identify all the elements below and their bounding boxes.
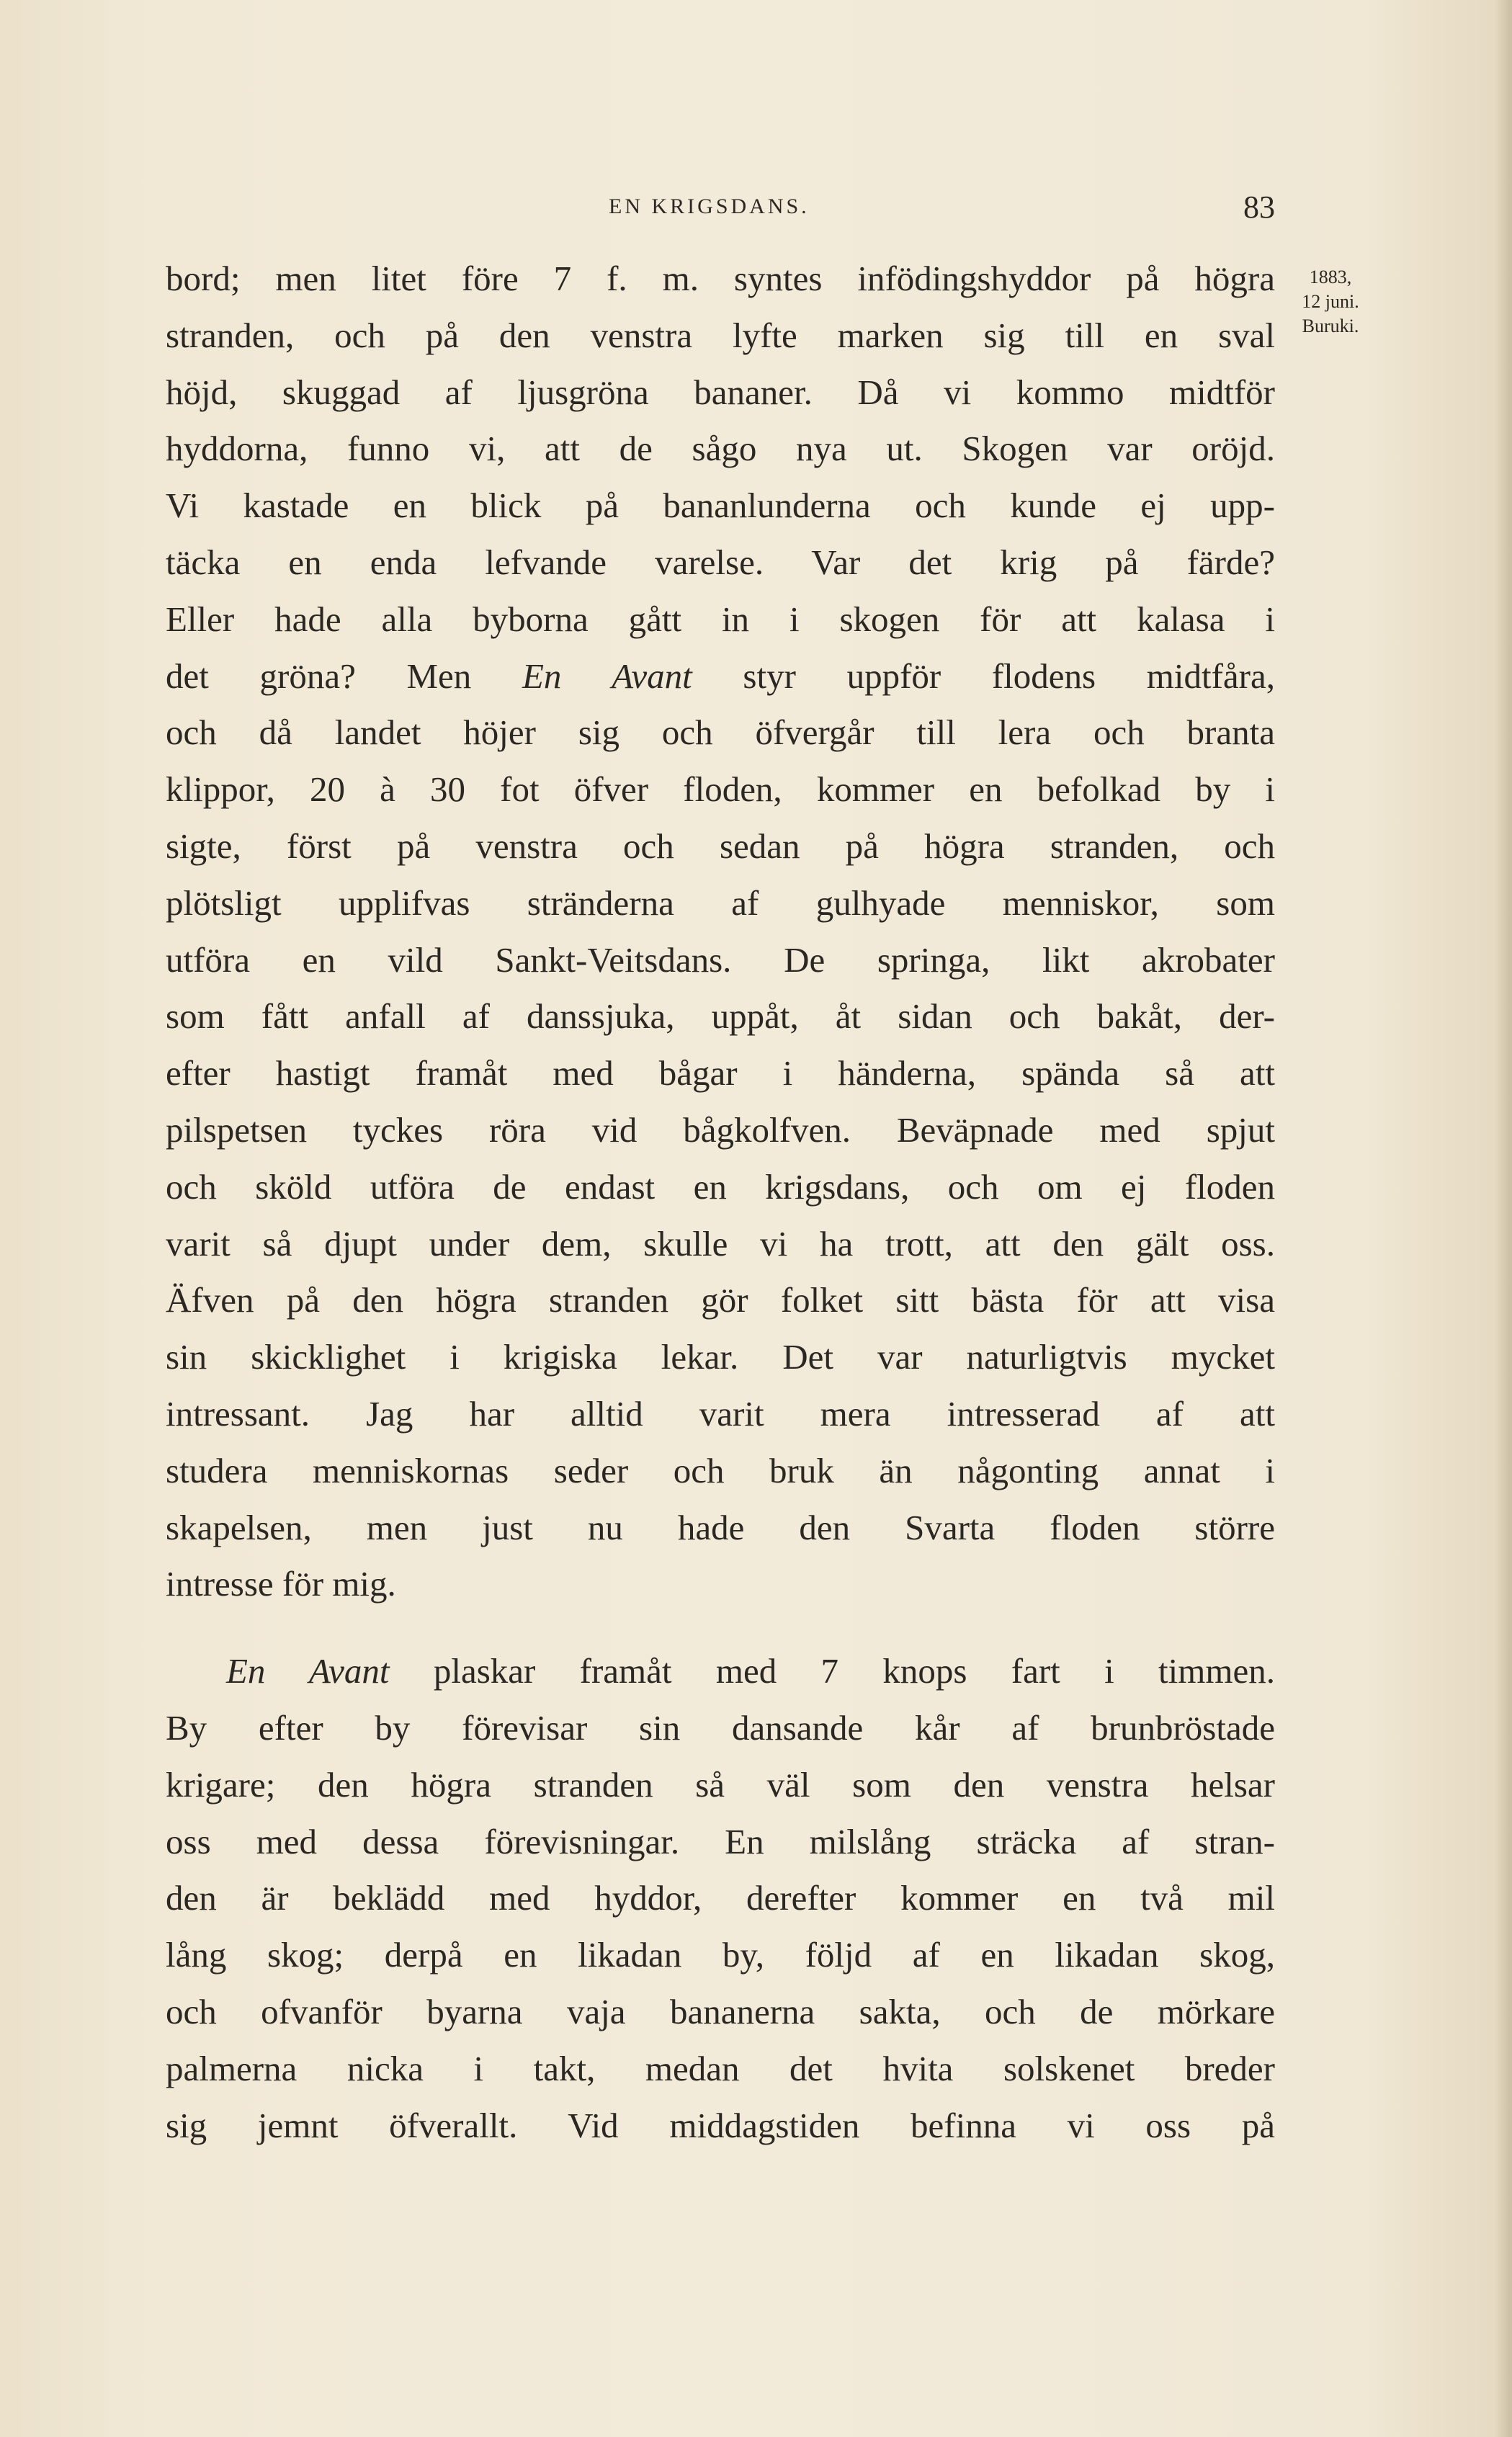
paragraph-2 — [166, 1643, 1275, 2154]
text-line: som fått anfall af danssjuka, uppåt, åt sidan och bakåt, der- — [166, 996, 1275, 1037]
body-text — [166, 251, 1275, 2154]
text-segment: styr uppför flodens midtfåra, — [743, 656, 1275, 696]
text-line: oss med dessa förevisningar. En milslång sträcka af stran- — [166, 1821, 1275, 1861]
text-line: och då landet höjer sig och öfvergår till lera och branta — [166, 712, 1275, 753]
text-line — [166, 1643, 1275, 1700]
text-line: efter hastigt framåt med bågar i händerna, spända så att — [166, 1053, 1275, 1094]
text-line: By efter by förevisar sin dansande kår af brunbröstade — [166, 1707, 1275, 1748]
text-segment: det gröna? Men — [166, 656, 472, 696]
text-line: utföra en vild Sankt-Veitsdans. De springa, likt akrobater — [166, 939, 1275, 980]
text-line: och ofvanför byarna vaja bananerna sakta, och de mörkare — [166, 1991, 1275, 2031]
page-number: 83 — [1243, 189, 1275, 225]
text-line: klippor, 20 à 30 fot öfver floden, kommer en befolkad by i — [166, 769, 1275, 810]
text-line: sig jemnt öfverallt. Vid middagstiden befinna vi oss på — [166, 2105, 1275, 2145]
text-line: bord; men litet före 7 f. m. syntes infödingshyddor på högra — [166, 259, 1275, 298]
text-line: sigte, först på venstra och sedan på högra stranden, och — [166, 826, 1275, 866]
text-line: hyddorna, funno vi, att de sågo nya ut. Skogen var oröjd. — [166, 429, 1275, 469]
text-line: den är beklädd med hyddor, derefter kommer en två mil — [166, 1878, 1275, 1918]
margin-note-date: 12 juni. — [1302, 291, 1359, 312]
text-line: palmerna nicka i takt, medan det hvita solskenet breder — [166, 2048, 1275, 2088]
paragraph-gap — [166, 1613, 1275, 1643]
text-line: och sköld utföra de endast en krigsdans, och om ej floden — [166, 1166, 1275, 1207]
page-edge-shadow — [1495, 0, 1512, 2437]
text-line: lång skog; derpå en likadan by, följd af en likadan skog, — [166, 1935, 1275, 1975]
ship-name: En Avant — [226, 1651, 390, 1691]
text-line: krigare; den högra stranden så väl som den venstra helsar — [166, 1764, 1275, 1805]
margin-note — [1291, 265, 1370, 339]
ship-name: En Avant — [522, 656, 692, 696]
text-line: Vi kastade en blick på bananlunderna och kunde ej upp- — [166, 486, 1275, 526]
text-line: Eller hade alla byborna gått in i skogen för att kalasa i — [166, 599, 1275, 639]
running-title: EN KRIGSDANS. — [609, 194, 810, 218]
text-line: sin skicklighet i krigiska lekar. Det var naturligtvis mycket — [166, 1337, 1275, 1377]
margin-note-year: 1883, — [1309, 267, 1352, 287]
text-line: intressant. Jag har alltid varit mera intresserad af att — [166, 1393, 1275, 1434]
text-line: studera menniskornas seder och bruk än någonting annat i — [166, 1450, 1275, 1490]
paragraph-1 — [166, 251, 1275, 1613]
page-header — [166, 189, 1275, 232]
text-line: pilspetsen tyckes röra vid bågkolfven. Beväpnade med spjut — [166, 1109, 1275, 1150]
text-line: höjd, skuggad af ljusgröna bananer. Då vi kommo midtför — [166, 372, 1275, 412]
text-line: intresse för mig. — [166, 1564, 396, 1604]
text-line: Äfven på den högra stranden gör folket sitt bästa för att visa — [166, 1280, 1275, 1320]
margin-note-place: Buruki. — [1302, 316, 1359, 336]
text-line — [166, 648, 1275, 705]
text-line: skapelsen, men just nu hade den Svarta floden större — [166, 1507, 1275, 1547]
text-line: stranden, och på den venstra lyfte marken sig till en sval — [166, 315, 1275, 355]
text-line: plötsligt upplifvas stränderna af gulhyade menniskor, som — [166, 882, 1275, 923]
text-line: täcka en enda lefvande varelse. Var det krig på färde? — [166, 542, 1275, 582]
text-segment: plaskar framåt med 7 knops fart i timmen. — [433, 1651, 1275, 1691]
text-line: varit så djupt under dem, skulle vi ha trott, att den gält oss. — [166, 1223, 1275, 1264]
